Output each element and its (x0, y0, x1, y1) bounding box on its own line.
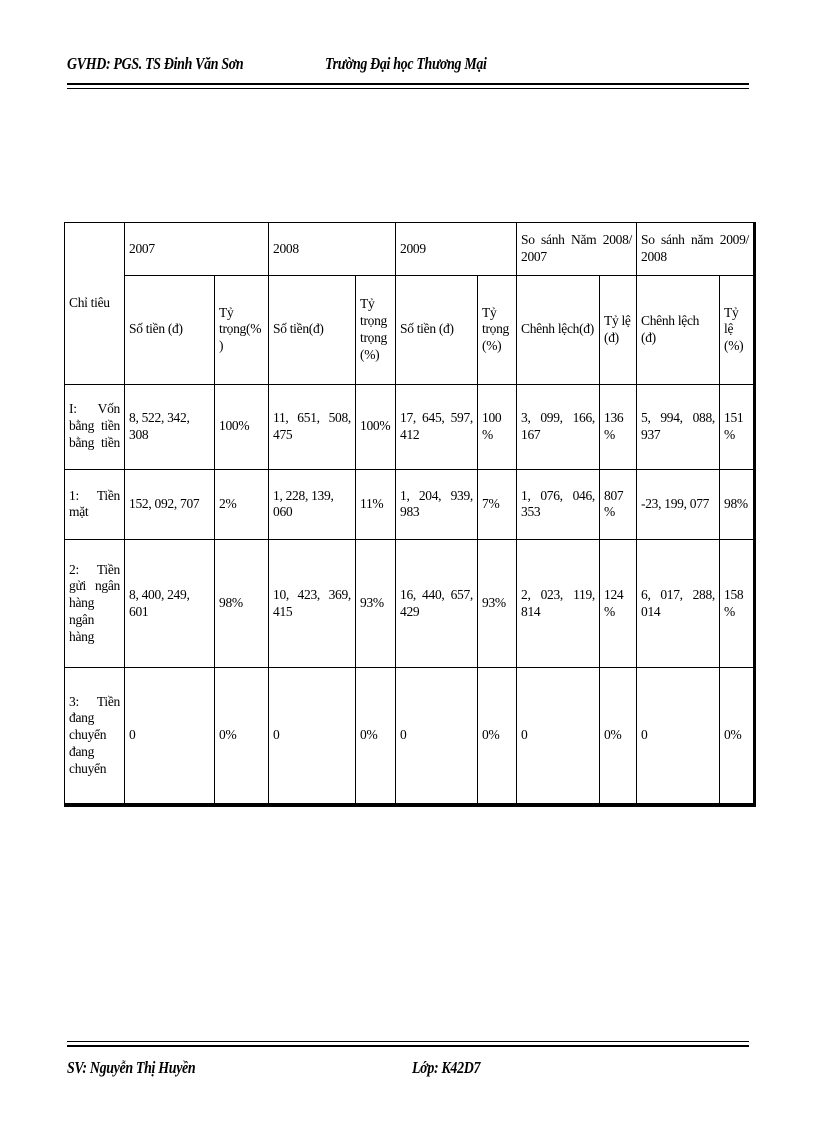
sub-header-cell: Tỷ lệ (đ) (600, 276, 637, 384)
cash-capital-table (64, 222, 754, 804)
advisor-name: GVHD: PGS. TS Đinh Văn Sơn (67, 54, 244, 73)
table-cell: 5, 994, 088, 937 (637, 384, 720, 469)
page-footer (67, 1056, 747, 1086)
compare-2008-2007-header: So sánh Năm 2008/ 2007 (517, 223, 637, 276)
table-cell: 10, 423, 369, 415 (269, 540, 356, 668)
table-cell: 124% (600, 540, 637, 668)
sub-header-cell: Số tiền(đ) (269, 276, 356, 384)
table-cell: 2, 023, 119, 814 (517, 540, 600, 668)
sub-header-cell: Số tiền (đ) (396, 276, 478, 384)
year-2007-header: 2007 (125, 223, 269, 276)
table-cell: 1, 228, 139, 060 (269, 469, 356, 539)
table-row (65, 469, 754, 539)
indicator-header: Chỉ tiêu (65, 223, 125, 385)
table-row (65, 384, 754, 469)
table-cell: 0% (720, 668, 754, 804)
table-cell: 0% (600, 668, 637, 804)
row-label: 2: Tiền gửi ngân hàng ngân hàng (65, 540, 125, 668)
table-cell: 0 (269, 668, 356, 804)
table-row (65, 668, 754, 804)
sub-header-cell: Chênh lệch(đ) (517, 276, 600, 384)
table-cell: 100% (356, 384, 396, 469)
footer-rule-thick (67, 1045, 749, 1047)
table-cell: 3, 099, 166, 167 (517, 384, 600, 469)
table-cell: 11% (356, 469, 396, 539)
table-cell: 7% (478, 469, 517, 539)
table-cell: 807% (600, 469, 637, 539)
table-cell: 93% (478, 540, 517, 668)
table-row (65, 540, 754, 668)
table-cell: 0% (478, 668, 517, 804)
table-cell: -23, 199, 077 (637, 469, 720, 539)
student-name: SV: Nguyễn Thị Huyền (67, 1058, 196, 1077)
sub-header-cell: Số tiền (đ) (125, 276, 215, 384)
table-cell: 0 (517, 668, 600, 804)
year-2008-header: 2008 (269, 223, 396, 276)
sub-header-cell: Tỷ trọng (%) (478, 276, 517, 384)
year-2009-header: 2009 (396, 223, 517, 276)
cash-table-frame (64, 222, 756, 807)
header-rule-thin (67, 88, 749, 89)
table-cell: 1, 204, 939, 983 (396, 469, 478, 539)
year-header-row (65, 223, 754, 276)
table-cell: 0% (215, 668, 269, 804)
table-cell: 0 (637, 668, 720, 804)
school-name: Trường Đại học Thương Mại (325, 54, 487, 73)
sub-header-cell: Tỷ trọng trọng (%) (356, 276, 396, 384)
table-cell: 8, 522, 342, 308 (125, 384, 215, 469)
sub-header-row (65, 276, 754, 384)
table-cell: 6, 017, 288, 014 (637, 540, 720, 668)
table-cell: 0% (356, 668, 396, 804)
table-cell: 151% (720, 384, 754, 469)
table-cell: 0 (396, 668, 478, 804)
page-header (67, 50, 747, 80)
table-cell: 2% (215, 469, 269, 539)
sub-header-cell: Tỷ lệ (%) (720, 276, 754, 384)
table-cell: 100% (478, 384, 517, 469)
table-cell: 98% (215, 540, 269, 668)
table-cell: 93% (356, 540, 396, 668)
sub-header-cell: Tỷ trọng(%) (215, 276, 269, 384)
table-cell: 16, 440, 657, 429 (396, 540, 478, 668)
header-rule-thick (67, 83, 749, 85)
table-cell: 136% (600, 384, 637, 469)
table-cell: 11, 651, 508, 475 (269, 384, 356, 469)
sub-header-cell: Chênh lệch (đ) (637, 276, 720, 384)
table-cell: 8, 400, 249, 601 (125, 540, 215, 668)
row-label: I: Vốn bằng tiền bằng tiền (65, 384, 125, 469)
table-cell: 0 (125, 668, 215, 804)
table-cell: 17, 645, 597, 412 (396, 384, 478, 469)
class-code: Lớp: K42D7 (412, 1058, 481, 1077)
table-cell: 158% (720, 540, 754, 668)
table-cell: 98% (720, 469, 754, 539)
table-cell: 152, 092, 707 (125, 469, 215, 539)
row-label: 1: Tiền mặt (65, 469, 125, 539)
table-cell: 100% (215, 384, 269, 469)
compare-2009-2008-header: So sánh năm 2009/ 2008 (637, 223, 754, 276)
table-cell: 1, 076, 046, 353 (517, 469, 600, 539)
row-label: 3: Tiền đang chuyển đang chuyển (65, 668, 125, 804)
footer-rule-thin (67, 1041, 749, 1042)
